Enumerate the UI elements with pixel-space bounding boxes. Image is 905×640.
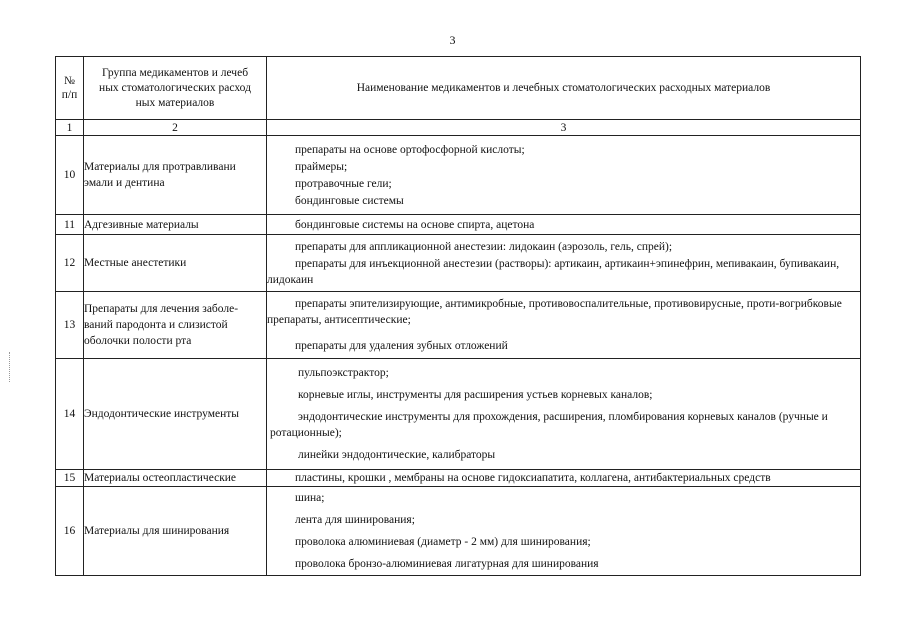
table-row — [56, 292, 861, 359]
row-group-line: Материалы остеопластические — [84, 472, 237, 484]
list-item: линейки эндодонтические, калибраторы — [298, 449, 496, 461]
header-group — [84, 57, 267, 120]
row-group-line: Эндодонтические инструменты — [84, 408, 240, 420]
table-row — [56, 470, 861, 487]
row-group-line: эмали и дентина — [84, 177, 165, 189]
row-number: 12 — [56, 235, 84, 292]
list-item: праймеры; — [295, 160, 348, 173]
list-item: проволока бронзо-алюминиевая лигатурная для шинирования — [295, 558, 599, 570]
row-group-line: Материалы для протравливани — [84, 161, 236, 173]
list-item: бондинговые системы на основе спирта, ацетона — [295, 218, 535, 231]
list-item: бондинговые системы — [295, 194, 404, 207]
header-group-line: Группа медикаментов и лечеб — [101, 66, 249, 79]
row-group — [84, 292, 267, 359]
row-group-line: Адгезивные материалы — [84, 218, 199, 231]
row-group — [84, 470, 267, 487]
row-number: 16 — [56, 487, 84, 576]
row-group-line: Местные анестетики — [84, 257, 187, 269]
table-row — [56, 487, 861, 576]
table-row — [56, 136, 861, 215]
margin-mark — [9, 352, 11, 382]
row-items — [267, 215, 861, 235]
header-group-line: ных материалов — [135, 96, 215, 109]
list-item: протравочные гели; — [295, 177, 392, 190]
header-group-line: ных стоматологических расход — [99, 81, 251, 94]
header-number — [56, 57, 84, 120]
row-items — [267, 470, 861, 487]
row-items — [267, 292, 861, 359]
list-item: препараты на основе ортофосфорной кислоты; — [295, 143, 525, 156]
row-items — [267, 235, 861, 292]
table-row — [56, 215, 861, 235]
list-item: препараты эпителизирующие, антимикробные, противовоспалительные, противовирусные, проти-вогрибковые препараты, антисептические; — [267, 298, 842, 326]
list-item: препараты для аппликационной анестезии: лидокаин (аэрозоль, гель, спрей); — [295, 240, 673, 253]
row-group — [84, 359, 267, 470]
header-number-line: п/п — [61, 89, 78, 101]
row-items — [267, 136, 861, 215]
row-number: 11 — [56, 215, 84, 235]
row-group — [84, 235, 267, 292]
list-item: корневые иглы, инструменты для расширения устьев корневых каналов; — [298, 389, 653, 401]
column-index-row — [56, 120, 861, 136]
page-number: 3 — [449, 33, 456, 47]
header-number-line: № — [64, 75, 75, 87]
table-header-row — [56, 57, 861, 120]
list-item: шина; — [295, 492, 325, 504]
row-number: 10 — [56, 136, 84, 215]
list-item: эндодонтические инструменты для прохождения, расширения, пломбирования корневых каналов (ручные и ротационные); — [270, 411, 828, 439]
column-index: 2 — [84, 120, 267, 136]
row-group-line: Препараты для лечения заболе- — [84, 303, 239, 315]
row-group-line: ваний пародонта и слизистой — [84, 319, 228, 331]
row-group-line: Материалы для шинирования — [84, 525, 230, 537]
row-group — [84, 487, 267, 576]
table-row — [56, 359, 861, 470]
table-row — [56, 235, 861, 292]
row-number: 14 — [56, 359, 84, 470]
list-item: пластины, крошки , мембраны на основе гидоксиапатита, коллагена, антибактериальных средств — [295, 472, 771, 484]
header-name: Наименование медикаментов и лечебных стоматологических расходных материалов — [267, 57, 861, 120]
list-item: препараты для инъекционной анестезии (растворы): артикаин, артикаин+эпинефрин, мепивакаин, бупивакаин, лидокаин — [267, 257, 840, 286]
row-number: 13 — [56, 292, 84, 359]
list-item: пульпоэкстрактор; — [298, 367, 389, 379]
row-items — [267, 487, 861, 576]
row-items — [267, 359, 861, 470]
row-group-line: оболочки полости рта — [84, 335, 192, 347]
row-number: 15 — [56, 470, 84, 487]
list-item: проволока алюминиевая (диаметр - 2 мм) для шинирования; — [295, 536, 591, 548]
list-item: препараты для удаления зубных отложений — [295, 340, 508, 352]
list-item: лента для шинирования; — [295, 514, 415, 526]
column-index: 1 — [56, 120, 84, 136]
row-group — [84, 136, 267, 215]
column-index: 3 — [267, 120, 861, 136]
medications-table — [55, 56, 861, 576]
row-group — [84, 215, 267, 235]
